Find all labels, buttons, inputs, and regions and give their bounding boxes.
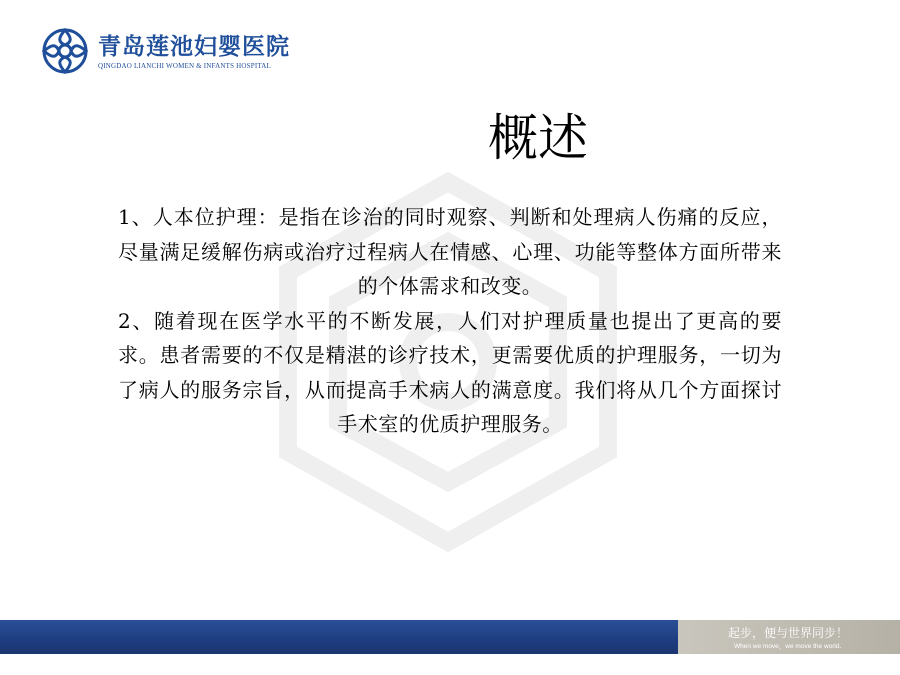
paragraph-2: 2、随着现在医学水平的不断发展，人们对护理质量也提出了更高的要求。患者需要的不仅是精湛的诊疗技术，更需要优质的护理服务，一切为了病人的服务宗旨，从而提高手术病人的满意度。我们将从几个方面探讨手术室的优质护理服务。 <box>118 308 782 436</box>
hospital-name-en: QINGDAO LIANCHI WOMEN & INFANTS HOSPITAL <box>98 61 272 70</box>
footer-slogan-en: When we move，we move the world. <box>734 643 842 650</box>
slide-title: 概述 <box>488 109 588 167</box>
slide-body <box>118 200 782 442</box>
footer-bar <box>0 620 678 654</box>
hospital-emblem-icon <box>40 26 90 76</box>
footer-slogan-cn: 起步，便与世界同步！ <box>728 626 849 640</box>
hospital-name-cn: 青岛莲池妇婴医院 <box>98 33 290 60</box>
paragraph-1: 1、人本位护理：是指在诊治的同时观察、判断和处理病人伤痛的反应，尽量满足缓解伤病或治疗过程病人在情感、心理、功能等整体方面所带来的个体需求和改变。 <box>118 205 782 298</box>
hospital-logo <box>40 26 290 76</box>
